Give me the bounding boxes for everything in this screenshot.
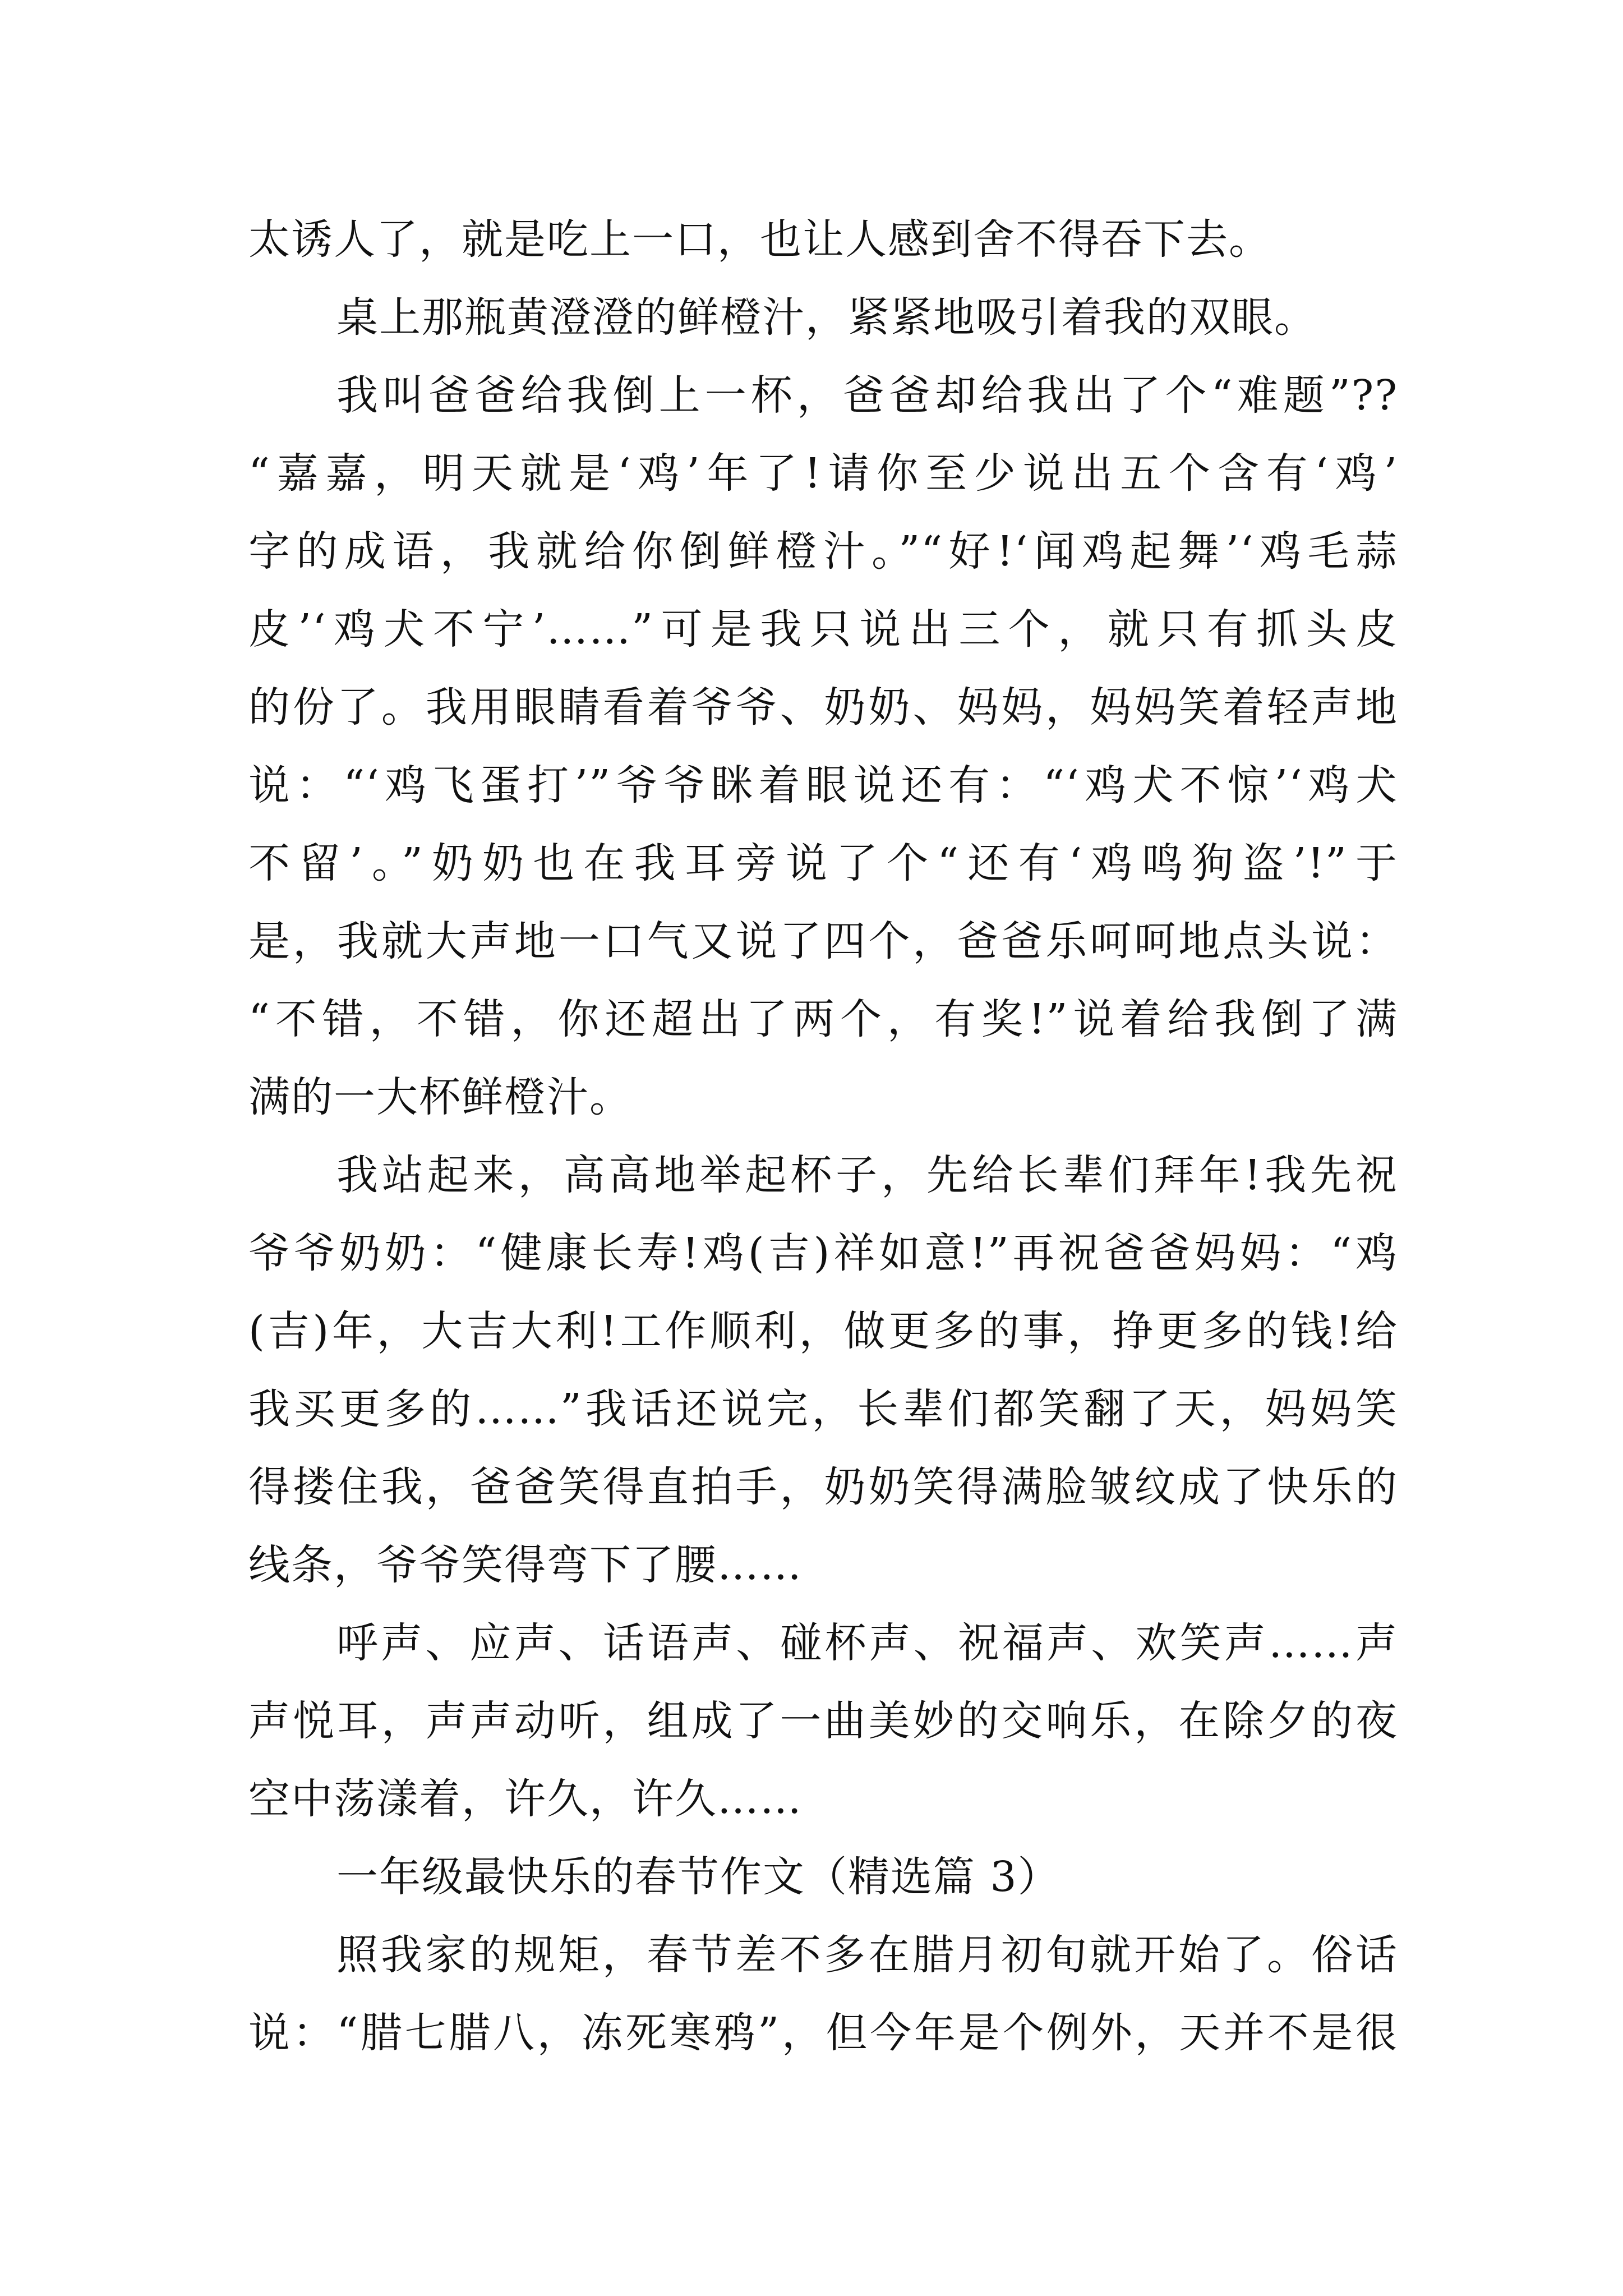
section-heading: 一年级最快乐的春节作文（精选篇 3）	[336, 1853, 1061, 1901]
text-line: 太诱人了，就是吃上一口，也让人感到舍不得吞下去。	[248, 215, 1271, 264]
text-line: 不留’。”奶奶也在我耳旁说了个“还有‘鸡鸣狗盗’!”于	[248, 839, 1398, 887]
text-line: 爷爷奶奶：“健康长寿!鸡(吉)祥如意!”再祝爸爸妈妈：“鸡	[248, 1229, 1398, 1277]
text-line: 说：“腊七腊八，冻死寒鸦”，但今年是个例外，天并不是很	[248, 2009, 1398, 2057]
text-line: 说：“‘鸡飞蛋打’”爷爷眯着眼说还有：“‘鸡犬不惊’‘鸡犬	[248, 761, 1398, 809]
text-line: 我站起来，高高地举起杯子，先给长辈们拜年!我先祝	[336, 1151, 1398, 1199]
text-line: 我买更多的……”我话还说完，长辈们都笑翻了天，妈妈笑	[248, 1385, 1398, 1433]
text-line: “不错，不错，你还超出了两个，有奖!”说着给我倒了满	[248, 995, 1398, 1043]
text-line: 呼声、应声、话语声、碰杯声、祝福声、欢笑声……声	[336, 1619, 1398, 1667]
text-line: 满的一大杯鲜橙汁。	[248, 1073, 632, 1121]
text-line: 照我家的规矩，春节差不多在腊月初旬就开始了。俗话	[336, 1931, 1398, 1979]
text-line: 字的成语，我就给你倒鲜橙汁。”“好!‘闻鸡起舞’‘鸡毛蒜	[248, 527, 1398, 576]
text-line: 声悦耳，声声动听，组成了一曲美妙的交响乐，在除夕的夜	[248, 1697, 1398, 1745]
text-line: “嘉嘉，明天就是‘鸡’年了!请你至少说出五个含有‘鸡’	[248, 449, 1398, 498]
text-line: 的份了。我用眼睛看着爷爷、奶奶、妈妈，妈妈笑着轻声地	[248, 683, 1398, 731]
text-line: 是，我就大声地一口气又说了四个，爸爸乐呵呵地点头说：	[248, 917, 1398, 965]
text-line: 得搂住我，爸爸笑得直拍手，奶奶笑得满脸皱纹成了快乐的	[248, 1463, 1398, 1511]
text-line: 线条，爷爷笑得弯下了腰……	[248, 1541, 803, 1589]
text-line: 皮’‘鸡犬不宁’……”可是我只说出三个，就只有抓头皮	[248, 605, 1398, 654]
text-line: (吉)年，大吉大利!工作顺利，做更多的事，挣更多的钱!给	[248, 1307, 1398, 1355]
text-line: 桌上那瓶黄澄澄的鲜橙汁，紧紧地吸引着我的双眼。	[336, 293, 1317, 342]
text-line: 我叫爸爸给我倒上一杯，爸爸却给我出了个“难题”??	[336, 371, 1398, 420]
text-line: 空中荡漾着，许久，许久……	[248, 1775, 803, 1823]
